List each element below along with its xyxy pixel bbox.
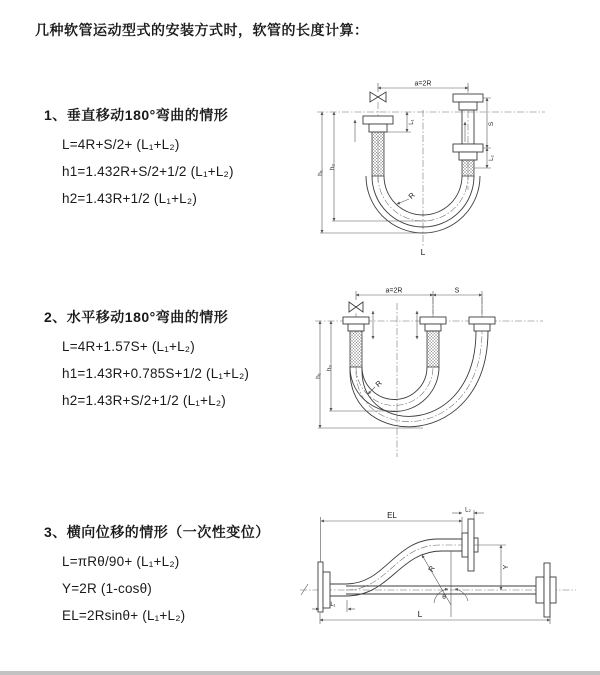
label-l2: L₂ xyxy=(465,507,471,514)
label-y: Y xyxy=(503,564,510,570)
construction-lines xyxy=(422,551,468,617)
diagram-vertical-bend xyxy=(315,70,550,267)
section-2-heading: 2、水平移动180°弯曲的情形 xyxy=(44,309,229,325)
label-l: L xyxy=(417,609,423,619)
diagram-vertical-bend-svg xyxy=(315,70,550,262)
label-el: EL xyxy=(387,511,397,520)
hose-assembly xyxy=(343,317,495,427)
label-h1: h₁ xyxy=(315,373,322,379)
centerlines xyxy=(300,545,576,590)
section-3-heading: 3、横向位移的情形（一次性变位） xyxy=(44,524,270,540)
label-r: R xyxy=(373,378,384,389)
formula-line: h1=1.432R+S/2+1/2 (L₁+L₂) xyxy=(62,164,234,179)
label-a2r: a=2R xyxy=(414,80,432,88)
label-h2: h₂ xyxy=(326,364,333,372)
section-1 xyxy=(44,105,234,206)
page-title: 几种软管运动型式的安装方式时，软管的长度计算： xyxy=(35,22,369,38)
formula-line: h2=1.43R+1/2 (L₁+L₂) xyxy=(62,191,198,206)
label-s: S xyxy=(454,287,460,295)
label-r: R xyxy=(406,190,417,201)
centerline-break xyxy=(301,584,308,595)
formula-line: L=4R+S/2+ (L₁+L₂) xyxy=(62,137,180,152)
dimension-labels xyxy=(330,508,510,620)
hose-assembly xyxy=(318,519,556,617)
formula-line: Y=2R (1-cosθ) xyxy=(62,581,153,596)
formula-line: L=πRθ/90+ (L₁+L₂) xyxy=(62,554,180,569)
section-1-heading: 1、垂直移动180°弯曲的情形 xyxy=(44,107,229,123)
diagram-lateral-displacement-svg xyxy=(298,505,600,651)
valve-icon xyxy=(349,302,363,312)
label-h1: h₁ xyxy=(317,170,324,176)
diagram-lateral-displacement xyxy=(298,505,600,656)
label-r: R xyxy=(426,564,437,574)
formula-line: h1=1.43R+0.785S+1/2 (L₁+L₂) xyxy=(62,366,250,381)
label-s: S xyxy=(488,121,495,127)
label-theta: θ xyxy=(442,594,446,601)
scan-edge xyxy=(0,671,600,675)
label-h2: h₂ xyxy=(329,163,336,171)
section-2 xyxy=(44,307,249,408)
label-l: L xyxy=(420,247,426,257)
formula-line: h2=1.43R+S/2+1/2 (L₁+L₂) xyxy=(62,393,226,408)
valve-icon xyxy=(370,92,386,102)
formula-line: L=4R+1.57S+ (L₁+L₂) xyxy=(62,339,195,354)
diagram-horizontal-bend-svg xyxy=(313,281,548,469)
formula-line: EL=2Rsinθ+ (L₁+L₂) xyxy=(62,608,186,623)
centerlines xyxy=(317,86,545,246)
label-l1: L₁ xyxy=(330,602,336,608)
label-l2: L₂ xyxy=(489,155,495,161)
section-3 xyxy=(44,522,270,623)
label-l1: L₁ xyxy=(409,119,415,125)
dimension-lines xyxy=(318,291,482,428)
label-a2r: a=2R xyxy=(385,287,403,295)
diagram-horizontal-bend xyxy=(313,281,548,474)
